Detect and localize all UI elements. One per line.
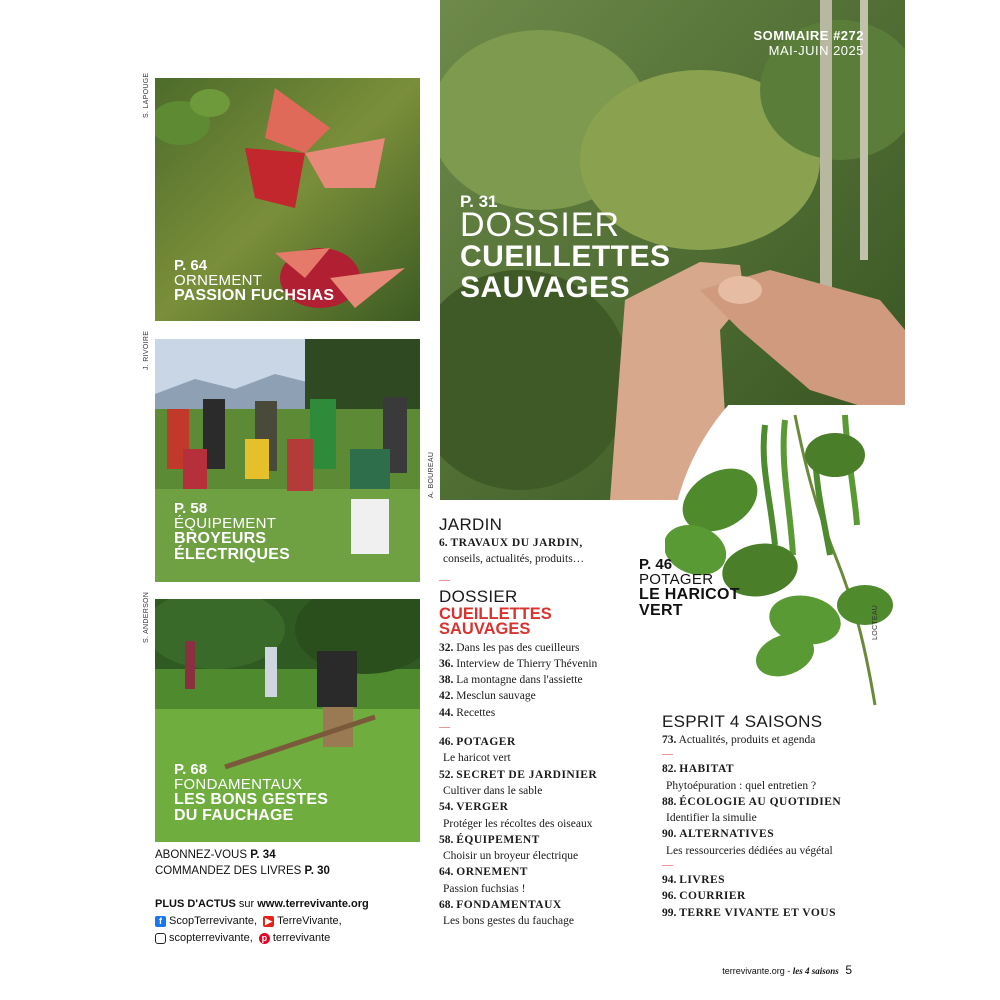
toc-item[interactable]: 88. ÉCOLOGIE AU QUOTIDIEN [662,795,842,808]
toc-item-sub: Phytoépuration : quel entretien ? [666,779,817,792]
facebook-icon: f [155,916,166,927]
feature-haricot[interactable] [639,557,740,619]
section-heading-dossier: DOSSIER [439,586,518,606]
toc-item-sub: Les bons gestes du fauchage [443,915,574,928]
toc-item-sub: conseils, actualités, produits… [443,553,585,566]
divider: — [439,721,450,734]
footer-site: terrevivante.org - [722,966,791,976]
section-heading-esprit: ESPRIT 4 SAISONS [662,712,823,731]
social-block: PLUS D'ACTUS sur www.terrevivante.org f ScopTerrevivante, ▶ TerreVivante, scopterrevivante, p terrevivante [155,898,369,944]
toc-item-sub: Identifier la simulie [666,812,757,825]
feature-page: P. 64 [174,257,208,274]
photo-credit-broyeurs: J. RIVOIRE [143,330,150,370]
feature-broyeurs[interactable] [174,501,290,563]
toc-item-sub: Le haricot vert [443,752,511,765]
toc-item[interactable]: 90. ALTERNATIVES [662,828,775,841]
toc-left [439,515,597,930]
toc-item-sub: Protéger les récoltes des oiseaux [443,817,593,830]
feature-dossier[interactable] [460,193,671,304]
toc-item[interactable]: 54. VERGER [439,801,509,814]
toc-item[interactable]: 42. Mesclun sauvage [439,690,536,703]
toc-item-sub: Les ressourceries dédiées au végétal [666,844,833,857]
issue-number: SOMMAIRE #272 [753,28,864,43]
feature-fuchsias[interactable] [174,258,334,304]
photo-credit-fuchsia: S. LAPOUGE [143,72,150,118]
page-number: 5 [845,963,852,977]
feature-title-line2: ÉLECTRIQUES [174,546,290,563]
photo-credit-haricot: LOCTEAU [872,604,879,640]
toc-item[interactable]: 38. La montagne dans l'assiette [439,674,583,687]
toc-item[interactable]: 58. ÉQUIPEMENT [439,833,540,846]
toc-item[interactable]: 94. LIVRES [662,874,726,887]
toc-item[interactable]: 52. SECRET DE JARDINIER [439,768,598,781]
toc-item-sub: Passion fuchsias ! [443,882,526,895]
instagram-icon [155,933,166,944]
toc-item-sub: Choisir un broyeur électrique [443,850,579,863]
youtube-icon: ▶ [263,916,274,927]
toc-item[interactable]: 32. Dans les pas des cueilleurs [439,641,580,654]
feature-title-line1: CUEILLETTES [460,240,671,273]
feature-rubric: ÉQUIPEMENT [174,515,277,532]
toc-item[interactable]: 46. POTAGER [439,736,516,749]
photo-credit-dossier: A. BOUREAU [428,451,435,498]
feature-rubric: ORNEMENT [174,272,263,289]
toc-item[interactable]: 6. TRAVAUX DU JARDIN, [439,537,583,549]
toc-item[interactable]: 82. HABITAT [662,763,735,776]
toc-item[interactable]: 44. Recettes [439,706,496,719]
youtube-link[interactable]: TerreVivante, [277,915,342,927]
toc-item[interactable]: 36. Interview de Thierry Thévenin [439,657,598,670]
website-link[interactable]: www.terrevivante.org [257,898,369,910]
photo-credit-fauchage: S. ANDERSON [143,591,150,643]
subscribe-block [155,847,330,879]
divider: — [662,859,673,872]
feature-rubric: DOSSIER [460,206,621,244]
dossier-title-line2: SAUVAGES [439,619,531,638]
toc-right [662,712,841,921]
feature-page: P. 31 [460,192,498,211]
feature-title-line2: VERT [639,602,683,619]
feature-page: P. 68 [174,761,208,778]
divider: — [662,748,673,761]
feature-rubric: FONDAMENTAUX [174,776,303,793]
subscribe-link[interactable]: ABONNEZ-VOUS P. 34 [155,849,276,861]
dossier-title-line1: CUEILLETTES [439,604,552,623]
feature-title-line2: DU FAUCHAGE [174,807,294,824]
toc-item[interactable]: 99. TERRE VIVANTE ET VOUS [662,906,836,919]
feature-title-line1: LE HARICOT [639,586,740,603]
order-books-link[interactable]: COMMANDEZ DES LIVRES P. 30 [155,865,330,877]
toc-item-sub: Cultiver dans le sable [443,784,543,797]
feature-title-line1: BROYEURS [174,530,267,547]
section-heading-jardin: JARDIN [439,515,503,534]
feature-page: P. 58 [174,500,208,517]
pinterest-link[interactable]: terrevivante [272,932,331,944]
feature-rubric: POTAGER [639,571,714,588]
feature-fauchage[interactable] [174,762,328,824]
page-footer [722,963,852,977]
feature-page: P. 46 [639,556,673,573]
facebook-link[interactable]: ScopTerrevivante, [169,915,258,927]
issue-date: MAI-JUIN 2025 [768,43,864,58]
divider: — [439,573,450,586]
feature-title: PASSION FUCHSIAS [174,287,335,304]
footer-magazine: les 4 saisons [792,966,839,976]
actus-label: PLUS D'ACTUS [155,898,236,910]
issue-header [753,28,864,58]
toc-item[interactable]: 68. FONDAMENTAUX [439,899,562,912]
instagram-link[interactable]: scopterrevivante, [169,932,253,944]
feature-title-line1: LES BONS GESTES [174,791,329,808]
toc-item[interactable]: 64. ORNEMENT [439,866,528,879]
toc-item[interactable]: 96. COURRIER [662,890,746,903]
feature-title-line2: SAUVAGES [460,270,631,304]
pinterest-icon: p [259,933,270,944]
toc-item[interactable]: 73. Actualités, produits et agenda [662,734,816,746]
